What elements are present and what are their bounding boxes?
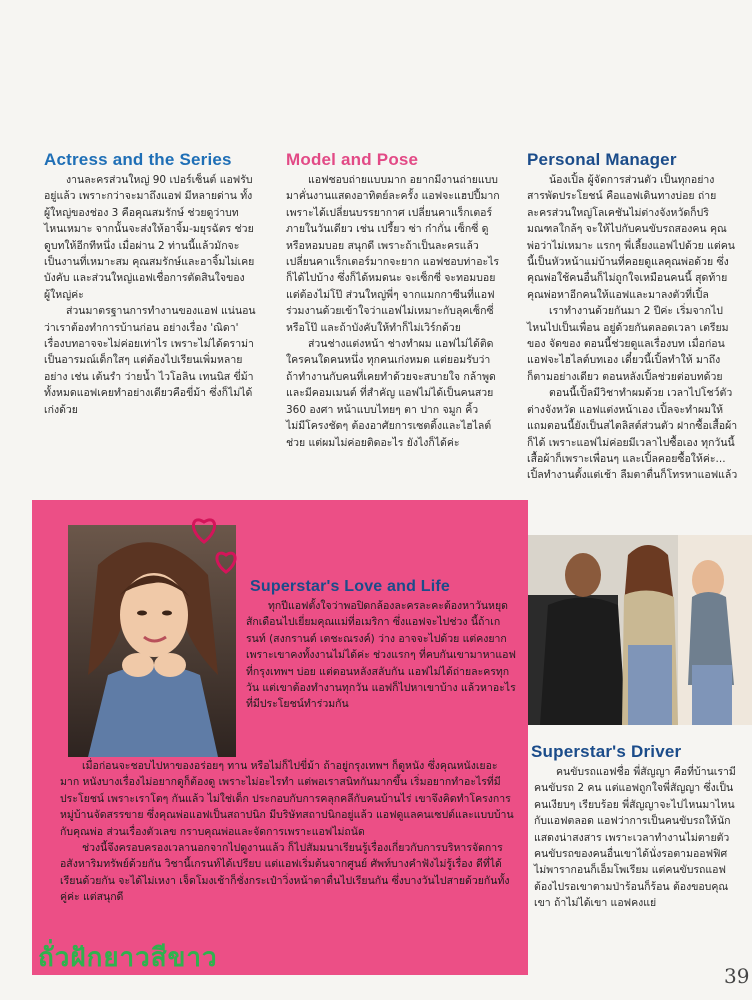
love-heading: Superstar's Love and Life (250, 578, 450, 595)
model-body (286, 172, 500, 451)
actress-heading: Actress and the Series (44, 150, 232, 169)
love-body-bottom (60, 758, 516, 906)
love-paragraph-2: เมื่อก่อนจะชอบไปหาของอร่อยๆ ทาน หรือไม่ก็ไปขี่ม้า ถ้าอยู่กรุงเทพฯ ก็ดูหนัง ซึ่งคุณหนังเยอะมาก หนังบางเรื่องไม่อยากดูก็ต้องดู เพราะไม่อะไรทำ แต่พอเราสนิทกันมากขึ้น เริ่มอยากทำอะไรที่มีประโยชน์ เพราะเราโตๆ กันแล้ว ไม่ใช่เด็ก ประกอบกับการคลุกคลีกับคนบ้านไร่ เขาจึงคิดทำโครงการหมู่บ้านจัดสรรขาย ซึ่งคุณพ่อแอฟเป็นสถาปนิก มีบริษัทสถาปนิกอยู่แล้ว แอฟดูแลคนเซปต์และแบบบ้านกับคุณพ่อ ส่วนเรื่องตัวเลข กราบคุณพ่อและจัดการเพราะแอฟไม่ถนัด (60, 760, 514, 838)
manager-heading: Personal Manager (527, 150, 677, 169)
love-paragraph-3: ช่วงนี้จึงครอบครองเวลานอกจากไปดูงานแล้ว ก็ไปสัมมนาเรียนรู้เรื่องเกี่ยวกับการบริหารจัดการ อสังหาริมทรัพย์ด้วยกัน วิชานี้เกรนท์ได้เปรียบ แต่แอฟเริ่มต้นจากศูนย์ ศัพท์บางคำฟังไม่รู้เรื่อง ดีที่ได้เรียนด้วยกัน จะได้ไม่เหงา เจ็ดโมงเช้าก็ชั่งกระเป๋าวิ่งหน้าตาตื่นไปเรียนกัน ซึ่งบางวันไปสายด้วยกันทั้งคู่ค่ะ แต่สนุกดี (60, 842, 510, 904)
model-heading: Model and Pose (286, 150, 419, 169)
love-body-top (246, 598, 516, 713)
actress-body (44, 172, 256, 418)
driver-body (534, 764, 740, 912)
model-paragraph-2: ส่วนช่างแต่งหน้า ช่างทำผม แอฟไม่ได้ติดใครคนใดคนหนึ่ง ทุกคนเก่งหมด แต่ยอมรับว่าถ้าทำงานกับคนที่เคยทำด้วยจะสบายใจ กล้าพูดและมีคอมเมนต์ ที่สำคัญ แอฟไม่ได้เป็นคนสวย 360 องศา หน้าแบบไทยๆ ตา ปาก จมูก คิ้ว ไม่มีโครงชัดๆ ต้องอาศัยการเซตติ้งและไฮไลต์ช่วย แต่ผมไม่ค่อยติดอะไร ยังไงก็ได้ค่ะ (286, 338, 496, 449)
page-number: 39 (724, 964, 750, 988)
model-paragraph-1: แอฟชอบถ่ายแบบมาก อยากมีงานถ่ายแบบมาคั่นงานแสดงอาทิตย์ละครั้ง แอฟจะแฮปปี้มาก เพราะได้เปลี่ยนบรรยากาศ เปลี่ยนคาแร็กเตอร์ภายในวันเดียว เช่น เปรี้ยว ซ่า ก๋ากั่น เซ็กซี่ ดูหรือหอมบอย สนุกดี เพราะถ้าเป็นละครแล้วเปลี่ยนคาแร็กเตอร์มากจะยาก แอฟชอบท่าอะไรก็ได้ไปบ้าง ซึ่งก็ได้หมดนะ จะเซ็กซี่ จะทอมบอยแต่ต้องไม่โป๊ ส่วนใหญ่พี่ๆ จากแมกกาซีนที่แอฟร่วมงานด้วยเข้าใจว่าแอฟไม่เหมาะกับลุคเซ็กซี่หรือโป๊ และถ้าบังคับให้ทำก็ไม่เวิร์กด้วย (286, 174, 500, 334)
manager-paragraph-3: ตอนนี้เปิ้ลมีวิชาทำผมด้วย เวลาไปโชว์ตัวต่างจังหวัด แอฟแต่งหน้าเอง เปิ้ลจะทำผมให้ แถมตอนนี้ยังเป็นสไตลิสต์ส่วนตัว ฝากซื้อเสื้อผ้าก็ได้ เพราะแอฟไม่ค่อยมีเวลาไปซื้อเอง ทุกวันนี้เสื้อผ้าก็เพราะเพื่อนๆ และเปิ้ลคอยซื้อให้ค่ะ... เปิ้ลทำงานตั้งแต่เช้า ลืมตาตื่นก็โทรหาแอฟแล้ว (527, 387, 738, 482)
hearts-decoration (186, 512, 246, 582)
driver-photo (528, 535, 752, 725)
manager-paragraph-1: น้องเปิ้ล ผู้จัดการส่วนตัว เป็นทุกอย่าง สารพัดประโยชน์ คือแอฟเดินทางบ่อย ถ่ายละครส่วนใหญ่โลเคชันไม่ต่างจังหวัดก็ปริมณฑลใกล้ๆ จะให้ไปกับคนขับรถสองคน คุณพ่อว่าไม่เหมาะ แรกๆ พี่เลี้ยงแอฟไปด้วย แต่คนนี้เป็นหัวหน้าแม่บ้านที่คอยดูแลคุณพ่อด้วย ซึ่งคุณพ่อใช้คนอื่นก็ไม่ถูกใจเหมือนคนนี้ สุดท้ายคุณพ่อหาอีกคนให้แอฟและมาลงตัวที่เปิ้ล (527, 174, 735, 301)
actress-paragraph-1: งานละครส่วนใหญ่ 90 เปอร์เซ็นต์ แอฟรับอยู่แล้ว เพราะกว่าจะมาถึงแอฟ มีหลายด่าน ทั้งผู้ใหญ่ของช่อง 3 คือคุณสมรักษ์ ช่วยดูว่าบทไหนเหมาะ จากนั้นจะส่งให้อาจิ้ม-มยุรฉัตร ช่วยดูบทให้อีกทีหนึ่ง เมื่อผ่าน 2 ท่านนี้แล้วมักจะเป็นงานที่เหมาะสม คุณสมรักษ์และอาจิ้มไม่เคยบังคับ และส่วนใหญ่แอฟเชื่อการตัดสินใจของผู้ใหญ่ค่ะ (44, 174, 255, 301)
manager-body (527, 172, 739, 484)
driver-heading: Superstar's Driver (531, 742, 682, 761)
manager-paragraph-2: เราทำงานด้วยกันมา 2 ปีค่ะ เริ่มจากไปไหนไปเป็นเพื่อน อยู่ด้วยกันตลอดเวลา เตรียมของ จัดของ ตอนนี้ช่วยดูแลเรื่องบท เมื่อก่อนแอฟจะไฮไลต์บทเอง เดี๋ยวนี้เปิ้ลทำให้ มาถึงก็ตามอย่างเดียว ตอนหลังเปิ้ลช่วยต่อบทด้วย (527, 305, 729, 383)
love-paragraph-1: ทุกปีแอฟตั้งใจว่าพอปิดกล้องละครละคะต้องหาวันหยุดสักเดือนไปเยี่ยมคุณแม่ที่อเมริกา ซึ่งแอฟจะไปช่วง นี้ถ้าเกรนท์ (สงกรานต์ เตชะณรงค์) ว่าง อาจจะไปด้วย แต่คงยาก เพราะเขาคงทั้งงานไม่ได้ค่ะ ช่วงแรกๆ ที่คบกันเขามาหาแอฟที่กรุงเทพฯ บ่อย แต่ตอนหลังสลับกัน แอฟไม่ได้ถ่ายละครทุกวัน แต่เขาต้องทำงานทุกวัน แอฟก็ไปหาเขาบ้าง แล้วหาอะไรที่มีประโยชน์ทำร่วมกัน (246, 600, 516, 711)
magazine-logo: ถั่วฝักยาวสีขาว (38, 943, 218, 973)
actress-paragraph-2: ส่วนมาตรฐานการทำงานของแอฟ แน่นอนว่าเราต้องทำการบ้านก่อน อย่างเรื่อง 'ณิดา' เรื่องบทอาจจะไม่ค่อยเท่าไร เพราะไม่ได้ดราม่า เป็นอารมณ์เด็กใสๆ แต่ต้องไปเรียนเพิ่มหลายอย่าง เช่น เต้นรำ ว่ายน้ำ ไวโอลิน เทนนิส ขี่ม้า ทั้งหมดแอฟเคยทำอย่างเดียวคือขี่ม้า ซึ่งก็ไม่ได้เก่งด้วย (44, 305, 256, 416)
driver-paragraph-1: คนขับรถแอฟชื่อ พี่สัญญา คือที่บ้านเรามีคนขับรถ 2 คน แต่แอฟถูกใจพี่สัญญา ซึ่งเป็นคนเงียบๆ เรียบร้อย พี่สัญญาจะไปไหนมาไหนกับแอฟตลอด แอฟว่าการเป็นคนขับรถให้นักแสดงน่าสงสาร เพราะเวลาทำงานไม่ตายตัว คนขับรถของคนอื่นเขาได้นั่งรอตามออฟฟิศ ไม่พารากอนก็เอ็มโพเรียม แต่คนขับรถแอฟต้องไปรอเขาตามป่าร้อนก็ร้อน ต้องขอบคุณเขา ถ้าไม่ได้เขา แอฟคงแย่ (534, 766, 736, 910)
